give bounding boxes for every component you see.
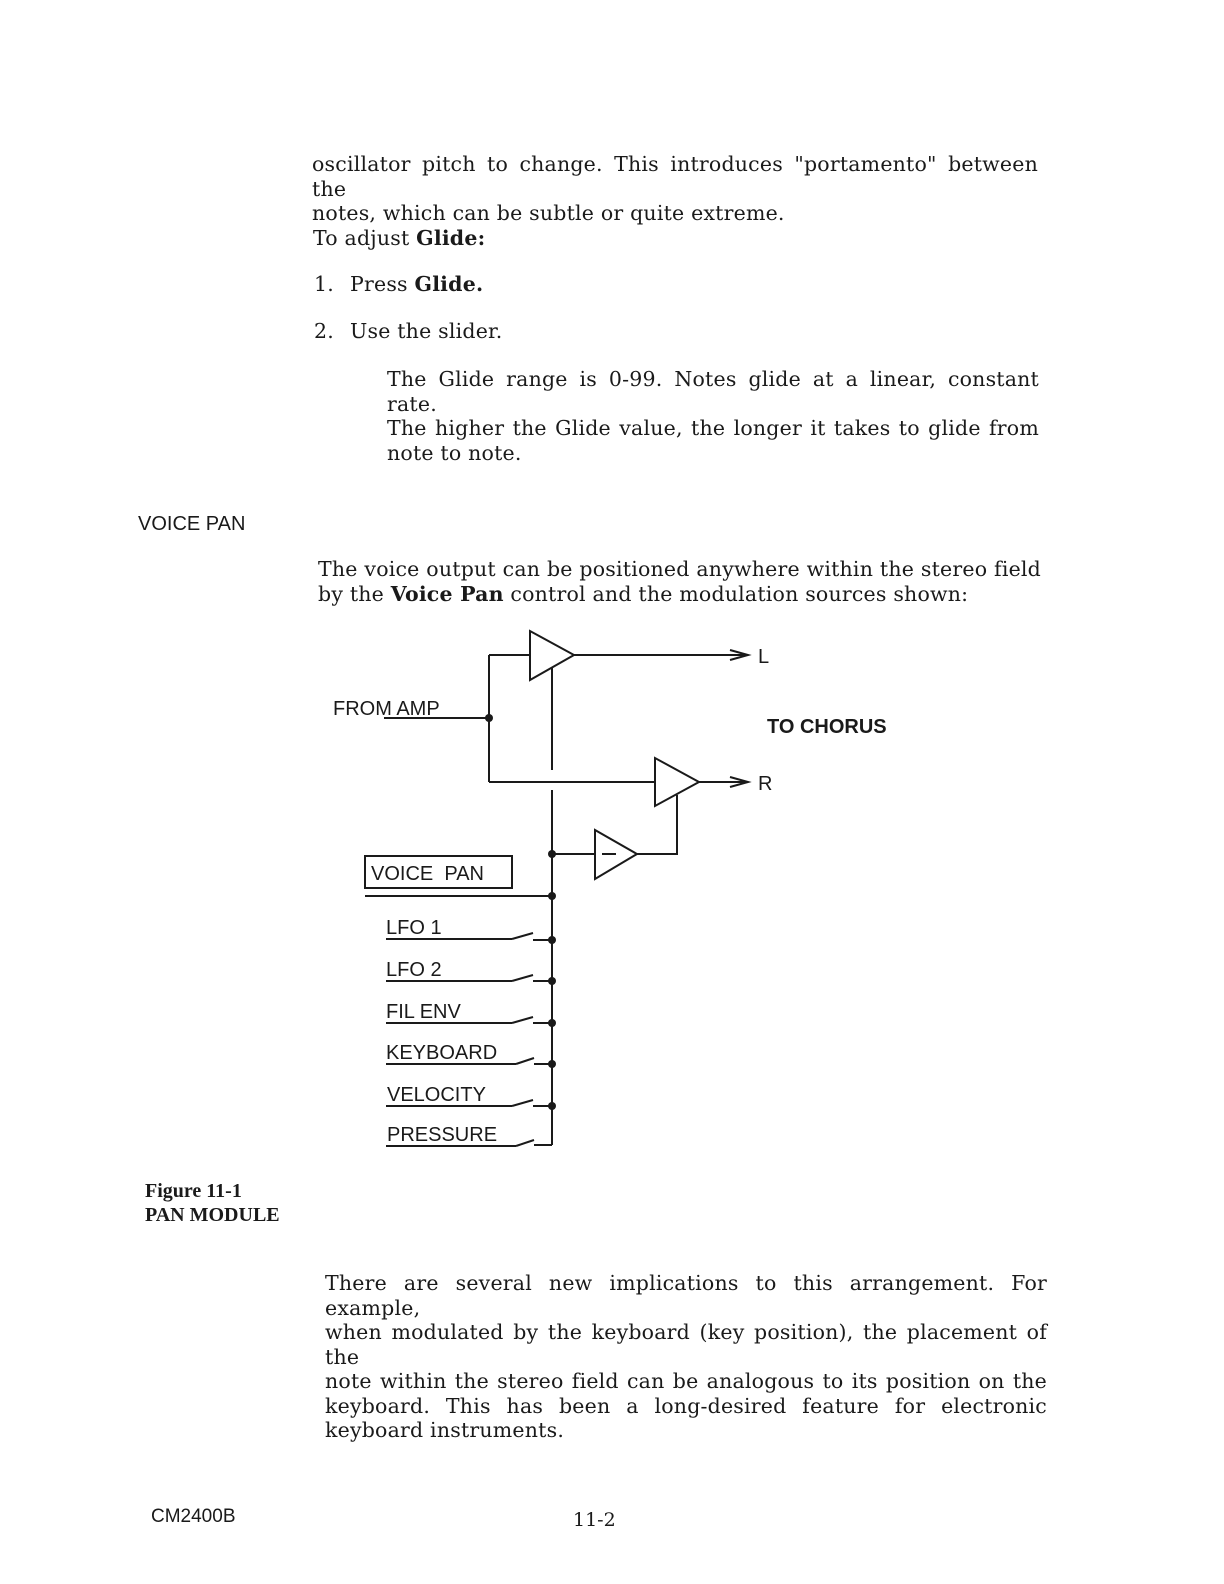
- to-chorus-label: TO CHORUS: [767, 716, 887, 738]
- voice-pan-line-2: by the Voice Pan control and the modulation sources shown:: [318, 581, 969, 606]
- adjust-bold: Glide:: [416, 226, 486, 250]
- closing-line-3: note within the stereo field can be analogous to its position on the: [325, 1369, 1047, 1393]
- step-number: 1.: [314, 272, 334, 296]
- mod-source-lfo1: LFO 1: [386, 917, 442, 939]
- voice-pan-control-label: VOICE PAN: [371, 863, 484, 885]
- from-amp-label: FROM AMP: [333, 698, 440, 720]
- section-heading: VOICE PAN: [138, 513, 246, 535]
- voice-pan-line-1: The voice output can be positioned anywhere within the stereo field: [318, 557, 1041, 581]
- intro-line-1: oscillator pitch to change. This introduces "portamento" between the: [312, 152, 1038, 201]
- mod-source-velocity: VELOCITY: [387, 1084, 486, 1106]
- mod-source-pressure: PRESSURE: [387, 1124, 498, 1146]
- figure-caption: [145, 1179, 280, 1227]
- intro-line-2: notes, which can be subtle or quite extreme.: [312, 201, 785, 225]
- closing-line-2: when modulated by the keyboard (key position), the placement of the: [325, 1320, 1047, 1369]
- closing-line-5: keyboard instruments.: [325, 1418, 565, 1442]
- adjust-prefix: To adjust: [313, 226, 417, 250]
- step-text: Press: [350, 272, 415, 296]
- page-number: 11-2: [573, 1509, 616, 1531]
- step-bold: Glide.: [414, 272, 484, 296]
- right-output-label: R: [758, 773, 773, 795]
- figure-number: Figure 11-1: [145, 1180, 242, 1202]
- note-line-1: The Glide range is 0-99. Notes glide at a linear, constant rate.: [387, 367, 1039, 416]
- left-output-label: L: [758, 646, 770, 668]
- mod-source-keyboard: KEYBOARD: [386, 1042, 498, 1064]
- step-text: Use the slider.: [350, 319, 503, 343]
- closing-paragraph: [325, 1271, 1047, 1443]
- note-line-3: note to note.: [387, 440, 522, 465]
- mod-source-lfo2: LFO 2: [386, 959, 442, 981]
- note-line-2: The higher the Glide value, the longer it takes to glide from: [387, 416, 1039, 440]
- figure-title: PAN MODULE: [145, 1204, 280, 1226]
- step-number: 2.: [314, 319, 334, 343]
- closing-line-1: There are several new implications to this arrangement. For example,: [325, 1271, 1047, 1320]
- mod-source-fil-env: FIL ENV: [386, 1001, 461, 1023]
- doc-code: CM2400B: [151, 1506, 236, 1527]
- closing-line-4: keyboard. This has been a long-desired feature for electronic: [325, 1393, 1047, 1418]
